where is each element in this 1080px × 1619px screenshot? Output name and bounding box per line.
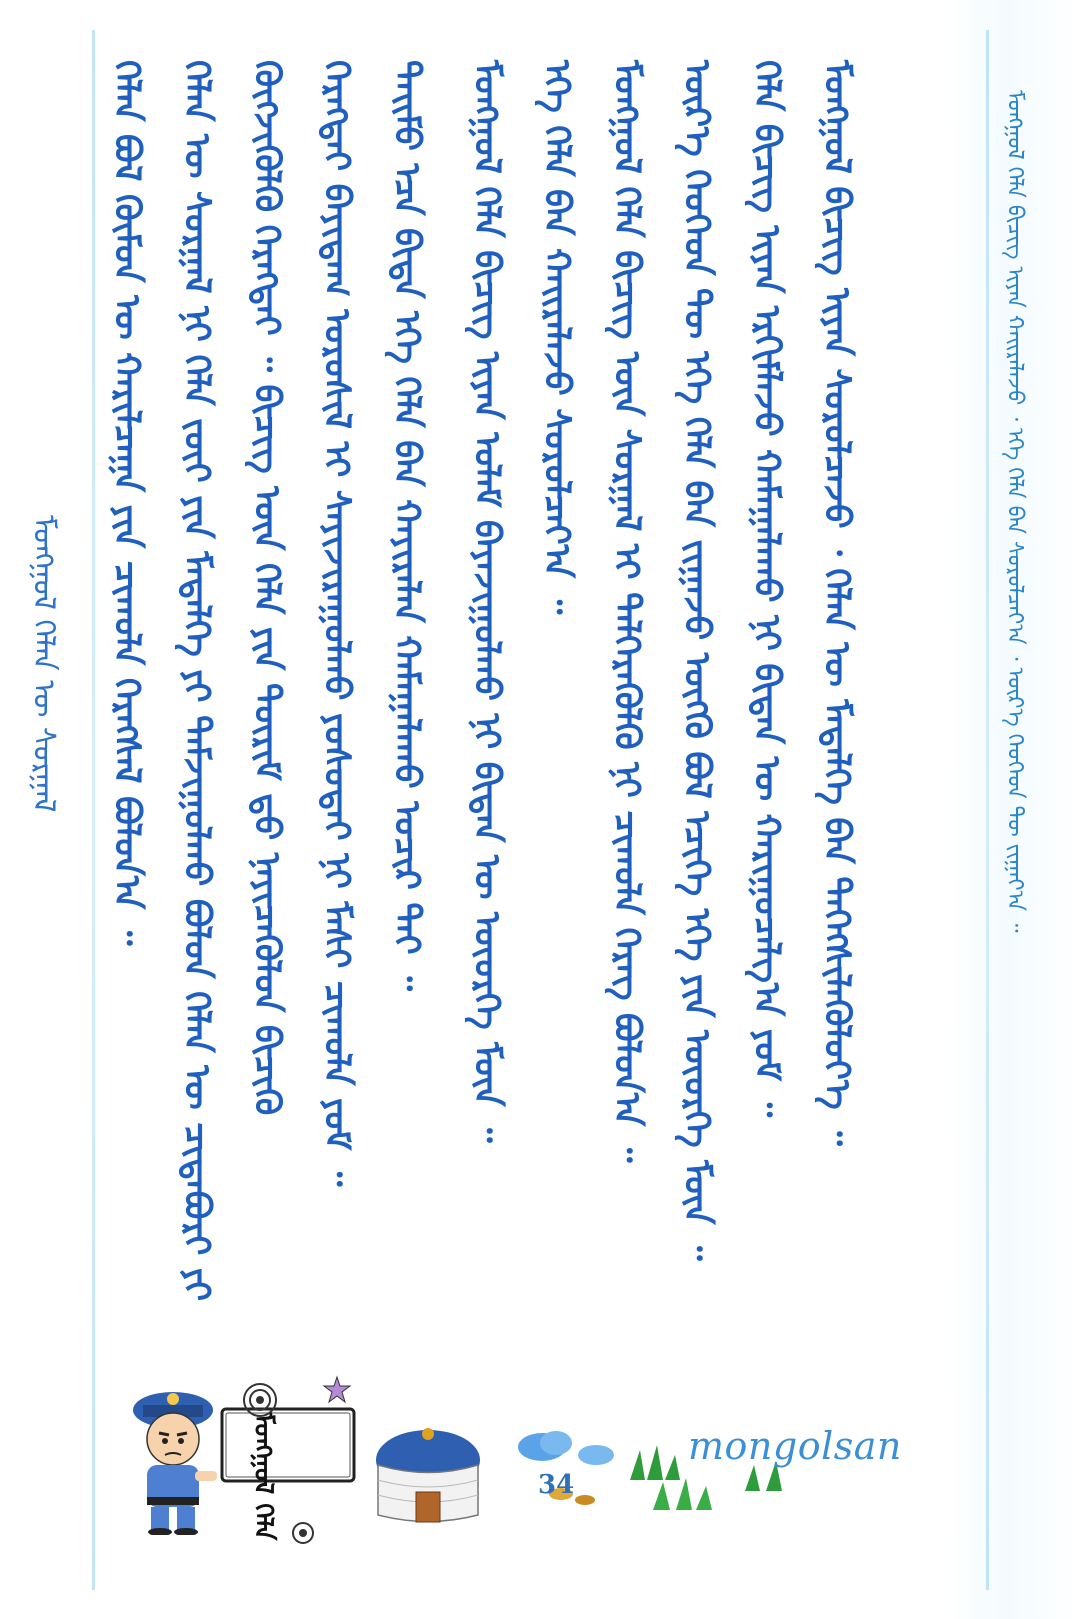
yurt-icon bbox=[368, 1420, 488, 1530]
body-line-5: ᠲᠡᠢᠮᠦ ᠡᠴᠡ ᠪᠢᠳᠡ ᠡᠬᠡ ᠬᠡᠯᠡ ᠪᠡᠨ ᠬᠠᠶᠢᠷᠠᠯᠠᠨ ᠬᠠᠮᠠᠭᠠᠯᠠᠬᠤ ᠤᠴᠢᠷ ᠲᠠᠢ ᠃ bbox=[386, 60, 427, 991]
grass-icon bbox=[648, 1470, 718, 1515]
body-line-11: ᠮᠣᠩᠭᠣᠯ ᠪᠢᠴᠢᠭ ᠢᠶᠡᠨ ᠰᠤᠷᠤᠯᠴᠠᠵᠤ ᠂ ᠬᠡᠯᠡᠨ ᠦ ᠮᠡᠳᠡᠯᠭᠡ ᠪᠡᠨ ᠳᠡᠭᠡᠭᠰᠢᠯᠡᠭᠦᠯᠦᠶ᠎ᠡ ᠃ bbox=[816, 60, 857, 1146]
body-line-8: ᠮᠣᠩᠭᠣᠯ ᠬᠡᠯᠡ ᠪᠢᠴᠢᠭ ᠦᠨ ᠰᠤᠷᠭᠠᠯ ᠢ ᠳᠡᠯᠭᠡᠷᠡᠭᠦᠯᠬᠦ ᠨᠢ ᠴᠢᠬᠤᠯᠠ ᠬᠡᠷᠡᠭ ᠪᠣᠯᠤᠨ᠎ᠠ ᠃ bbox=[606, 60, 647, 1163]
body-line-9: ᠦᠷ᠎ᠡ ᠬᠡᠦᠬᠡᠳ ᠲᠦ ᠡᠬᠡ ᠬᠡᠯᠡ ᠪᠡᠨ ᠵᠢᠭᠠᠵᠤ ᠦᠭᠬᠦ ᠪᠣᠯ ᠡᠴᠢᠭᠡ ᠡᠬᠡ ᠶᠢᠨ ᠦᠦᠷᠭᠡ ᠮᠦᠨ ᠃ bbox=[676, 60, 717, 1261]
police-cartoon-icon bbox=[125, 1375, 220, 1535]
body-line-4: ᠬᠡᠷᠡᠭᠲᠡᠢ ᠪᠠᠶᠢᠳᠠᠭ ᠤᠷᠤᠰᠢᠯ ᠢ ᠰᠠᠶᠢᠵᠢᠷᠠᠭᠤᠯᠬᠤ ᠶᠣᠰᠣᠲᠠᠢ ᠨᠢ ᠮᠠᠰᠢ ᠴᠢᠬᠤᠯᠠ ᠶᠤᠮ ᠃ bbox=[316, 60, 357, 1187]
sign-board-icon bbox=[218, 1405, 358, 1485]
page-title: ᠮᠣᠩᠭᠣᠯ ᠬᠡᠯᠡᠨ ᠦ ᠰᠤᠷᠭᠠᠯ bbox=[26, 515, 61, 813]
body-line-3: ᠬᠥᠭᠵᠢᠭᠦᠯᠬᠦ ᠬᠡᠷᠡᠭᠲᠡᠢ ᠃ ᠪᠢᠴᠢᠭ ᠦᠨ ᠬᠡᠯᠡ ᠶᠢᠨ ᠳᠦᠷᠢᠮ ᠳ᠋ᠤ ᠨᠡᠶᠢᠴᠡᠭᠦᠯᠦᠨ ᠪᠢᠴᠢᠬᠦ bbox=[246, 60, 287, 1116]
body-line-1: ᠬᠡᠯᠡᠨ ᠪᠣᠯ ᠬᠦᠮᠦᠨ ᠦ ᠬᠠᠷᠢᠯᠴᠠᠭᠠ ᠶᠢᠨ ᠴᠢᠬᠤᠯᠠ ᠬᠡᠷᠡᠭᠰᠡᠯ ᠪᠣᠯᠤᠨ᠎ᠠ ᠃ bbox=[106, 60, 147, 946]
footer-note: ᠮᠣᠩᠭᠣᠯ ᠬᠡᠯᠡ ᠪᠢᠴᠢᠭ ᠢᠶᠡᠨ ᠬᠠᠢᠷᠠᠯᠠᠵᠤ ᠂ ᠡᠬᠡ ᠬᠡᠯᠡ ᠪᠡᠨ ᠰᠤᠷᠤᠯᠴᠠᠶ᠎ᠠ ᠂ ᠦᠷ᠎ᠡ ᠬᠡᠦᠬᠡᠳ ᠲᠦ ᠵᠢᠭᠠᠶ᠎ᠠ ᠃ bbox=[1002, 90, 1027, 933]
clouds-icon bbox=[512, 1425, 622, 1475]
right-border-line bbox=[986, 30, 989, 1590]
left-border-line bbox=[92, 30, 95, 1590]
body-line-10: ᠬᠡᠯᠡ ᠪᠢᠴᠢᠭ ᠢᠶᠡᠨ ᠡᠷᠬᠢᠮᠯᠡᠵᠦ ᠬᠠᠮᠠᠭᠠᠯᠠᠬᠤ ᠨᠢ ᠪᠢᠳᠡᠨ ᠦ ᠬᠠᠷᠢᠭᠤᠴᠠᠯᠭ᠎ᠠ ᠶᠤᠮ ᠃ bbox=[746, 60, 787, 1118]
sign-text: ᠮᠣᠩᠭᠣᠯ ᠬᠡᠯᠡ bbox=[248, 1412, 278, 1541]
page-number: 34 bbox=[538, 1470, 575, 1500]
body-line-6: ᠮᠣᠩᠭᠣᠯ ᠬᠡᠯᠡ ᠪᠢᠴᠢᠭ ᠢᠶᠡᠨ ᠤᠯᠠᠮ ᠪᠠᠶᠠᠵᠢᠭᠤᠯᠬᠤ ᠨᠢ ᠪᠢᠳᠡᠨ ᠦ ᠦᠦᠷᠭᠡ ᠮᠦᠨ ᠃ bbox=[466, 60, 507, 1143]
spiral-decoration-icon bbox=[240, 1380, 280, 1420]
spiral-small-icon bbox=[290, 1520, 316, 1546]
body-line-2: ᠬᠡᠯᠡᠨ ᠦ ᠰᠤᠷᠭᠠᠯ ᠨᠢ ᠬᠡᠯᠡ ᠵᠦᠢ ᠶᠢᠨ ᠮᠡᠳᠡᠯᠭᠡ ᠶᠢ ᠳᠠᠮᠵᠢᠭᠤᠯᠬᠤ ᠪᠣᠯᠣᠨ ᠬᠡᠯᠡᠨ ᠦ ᠴᠢᠳᠠᠪᠤᠷᠢ ᠶᠢ bbox=[176, 60, 217, 1302]
star-decoration-icon bbox=[322, 1375, 352, 1405]
brand-logo: mongolsan bbox=[688, 1424, 902, 1468]
body-line-7: ᠡᠬᠡ ᠬᠡᠯᠡ ᠪᠡᠨ ᠬᠠᠢᠷᠠᠯᠠᠵᠤ ᠰᠤᠷᠤᠯᠴᠠᠶ᠎ᠠ ᠃ bbox=[536, 60, 577, 615]
